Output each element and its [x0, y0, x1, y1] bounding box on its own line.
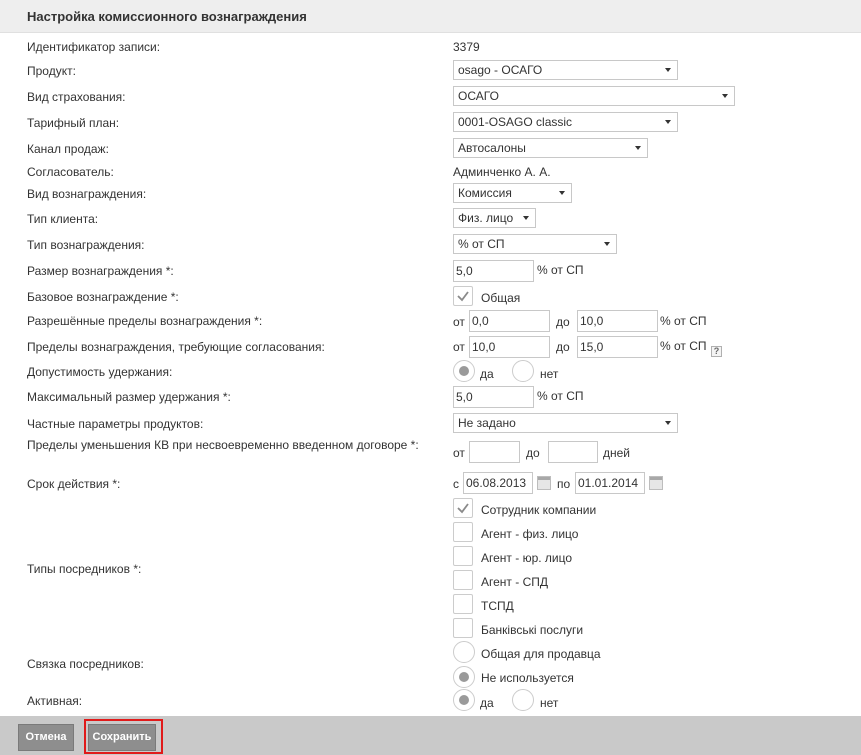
sales-channel-select-value: Автосалоны [458, 141, 526, 155]
radio-selected-dot [459, 366, 469, 376]
intermediary-link-label: Связка посредников: [27, 657, 144, 671]
page-title: Настройка комиссионного вознаграждения [27, 9, 307, 24]
sales-channel-select[interactable] [453, 138, 648, 158]
chevron-down-icon [665, 68, 671, 72]
intermediary-link-radio-shared[interactable] [453, 641, 475, 663]
tariff-plan-select[interactable] [453, 112, 678, 132]
base-reward-label: Базовое вознаграждение *: [27, 290, 179, 304]
approver-value: Админченко А. А. [453, 165, 551, 179]
intermediary-link-option-label: Не используется [481, 671, 574, 685]
client-type-select[interactable] [453, 208, 536, 228]
intermediary-type-checkbox-tspd[interactable] [453, 594, 473, 614]
radio-selected-dot [459, 695, 469, 705]
max-withholding-unit: % от СП [537, 389, 584, 403]
insurance-type-select[interactable] [453, 86, 735, 106]
active-yes-label: да [480, 696, 494, 710]
chevron-down-icon [635, 146, 641, 150]
product-params-label: Частные параметры продуктов: [27, 417, 204, 431]
active-no-radio[interactable] [512, 689, 534, 711]
chevron-down-icon [665, 120, 671, 124]
intermediary-type-label: ТСПД [481, 599, 514, 613]
validity-label: Срок действия *: [27, 477, 121, 491]
cancel-button[interactable]: Отмена [18, 724, 74, 751]
form-header [0, 0, 861, 33]
chevron-down-icon [665, 421, 671, 425]
intermediary-type-label: Банківські послуги [481, 623, 584, 637]
base-reward-option-label: Общая [481, 291, 521, 305]
tariff-plan-label: Тарифный план: [27, 116, 120, 130]
insurance-type-select-value: ОСАГО [458, 89, 499, 103]
withholding-yes-radio[interactable] [453, 360, 475, 382]
intermediary-type-checkbox-agent-individual[interactable] [453, 522, 473, 542]
intermediary-type-checkbox-banking[interactable] [453, 618, 473, 638]
reward-size-label: Размер вознаграждения *: [27, 264, 174, 278]
intermediary-type-label: Агент - СПД [481, 575, 548, 589]
intermediary-link-option-label: Общая для продавца [481, 647, 601, 661]
allowed-limits-from-label: от [453, 315, 465, 329]
validity-from-label: с [453, 477, 459, 491]
calendar-icon[interactable] [537, 476, 551, 490]
base-reward-checkbox[interactable] [453, 286, 473, 306]
client-type-label: Тип клиента: [27, 212, 99, 226]
product-select-value: osago - ОСАГО [458, 63, 543, 77]
approver-label: Согласователь: [27, 165, 114, 179]
validity-to-label: по [557, 477, 571, 491]
approval-limits-unit: % от СП [660, 339, 707, 353]
reduction-limits-from-label: от [453, 446, 465, 460]
reward-kind-select[interactable] [453, 183, 572, 203]
reduction-limits-from-input[interactable] [469, 441, 520, 463]
intermediary-link-radio-not-used[interactable] [453, 666, 475, 688]
active-no-label: нет [540, 696, 559, 710]
reduction-limits-to-input[interactable] [548, 441, 598, 463]
insurance-type-label: Вид страхования: [27, 90, 126, 104]
allowed-limits-to-input[interactable]: 10,0 [577, 310, 658, 332]
withholding-no-radio[interactable] [512, 360, 534, 382]
tariff-plan-select-value: 0001-OSAGO classic [458, 115, 573, 129]
reduction-limits-unit: дней [603, 446, 631, 460]
chevron-down-icon [604, 242, 610, 246]
allowed-limits-from-input[interactable]: 0,0 [469, 310, 550, 332]
calendar-icon[interactable] [649, 476, 663, 490]
sales-channel-label: Канал продаж: [27, 142, 109, 156]
allowed-limits-label: Разрешённые пределы вознаграждения *: [27, 314, 263, 328]
max-withholding-label: Максимальный размер удержания *: [27, 390, 231, 404]
withholding-yes-label: да [480, 367, 494, 381]
checkmark-icon [456, 501, 470, 515]
allowed-limits-to-label: до [556, 315, 570, 329]
reward-size-input[interactable]: 5,0 [453, 260, 534, 282]
approval-limits-to-label: до [556, 340, 570, 354]
checkmark-icon [456, 289, 470, 303]
approval-limits-to-input[interactable]: 15,0 [577, 336, 658, 358]
product-params-select-value: Не задано [458, 416, 516, 430]
client-type-select-value: Физ. лицо [458, 211, 514, 225]
help-icon[interactable]: ? [711, 346, 722, 357]
allowed-limits-unit: % от СП [660, 314, 707, 328]
chevron-down-icon [722, 94, 728, 98]
product-params-select[interactable] [453, 413, 678, 433]
withholding-no-label: нет [540, 367, 559, 381]
reduction-limits-label: Пределы уменьшения КВ при несвоевременно введенном договоре *: [27, 438, 419, 452]
chevron-down-icon [559, 191, 565, 195]
save-button[interactable]: Сохранить [88, 724, 156, 751]
intermediary-type-label: Агент - физ. лицо [481, 527, 579, 541]
reward-kind-label: Вид вознаграждения: [27, 187, 147, 201]
reward-type-label: Тип вознаграждения: [27, 238, 145, 252]
approval-limits-from-input[interactable]: 10,0 [469, 336, 550, 358]
chevron-down-icon [523, 216, 529, 220]
max-withholding-input[interactable]: 5,0 [453, 386, 534, 408]
intermediary-type-label: Агент - юр. лицо [481, 551, 573, 565]
record-id-value: 3379 [453, 40, 480, 54]
intermediary-type-checkbox-agent-legal[interactable] [453, 546, 473, 566]
reward-type-select-value: % от СП [458, 237, 505, 251]
intermediary-types-label: Типы посредников *: [27, 562, 142, 576]
validity-to-input[interactable]: 01.01.2014 [575, 472, 645, 494]
reward-type-select[interactable] [453, 234, 617, 254]
radio-selected-dot [459, 672, 469, 682]
reward-kind-select-value: Комиссия [458, 186, 512, 200]
active-label: Активная: [27, 694, 83, 708]
form-footer [0, 716, 861, 755]
record-id-label: Идентификатор записи: [27, 40, 161, 54]
active-yes-radio[interactable] [453, 689, 475, 711]
approval-limits-label: Пределы вознаграждения, требующие согласования: [27, 340, 325, 354]
withholding-label: Допустимость удержания: [27, 365, 173, 379]
product-select[interactable] [453, 60, 678, 80]
approval-limits-from-label: от [453, 340, 465, 354]
reward-size-unit: % от СП [537, 263, 584, 277]
intermediary-type-label: Сотрудник компании [481, 503, 597, 517]
reduction-limits-to-label: до [526, 446, 540, 460]
validity-from-input[interactable]: 06.08.2013 [463, 472, 533, 494]
product-label: Продукт: [27, 64, 76, 78]
intermediary-type-checkbox-agent-spd[interactable] [453, 570, 473, 590]
intermediary-type-checkbox-employee[interactable] [453, 498, 473, 518]
